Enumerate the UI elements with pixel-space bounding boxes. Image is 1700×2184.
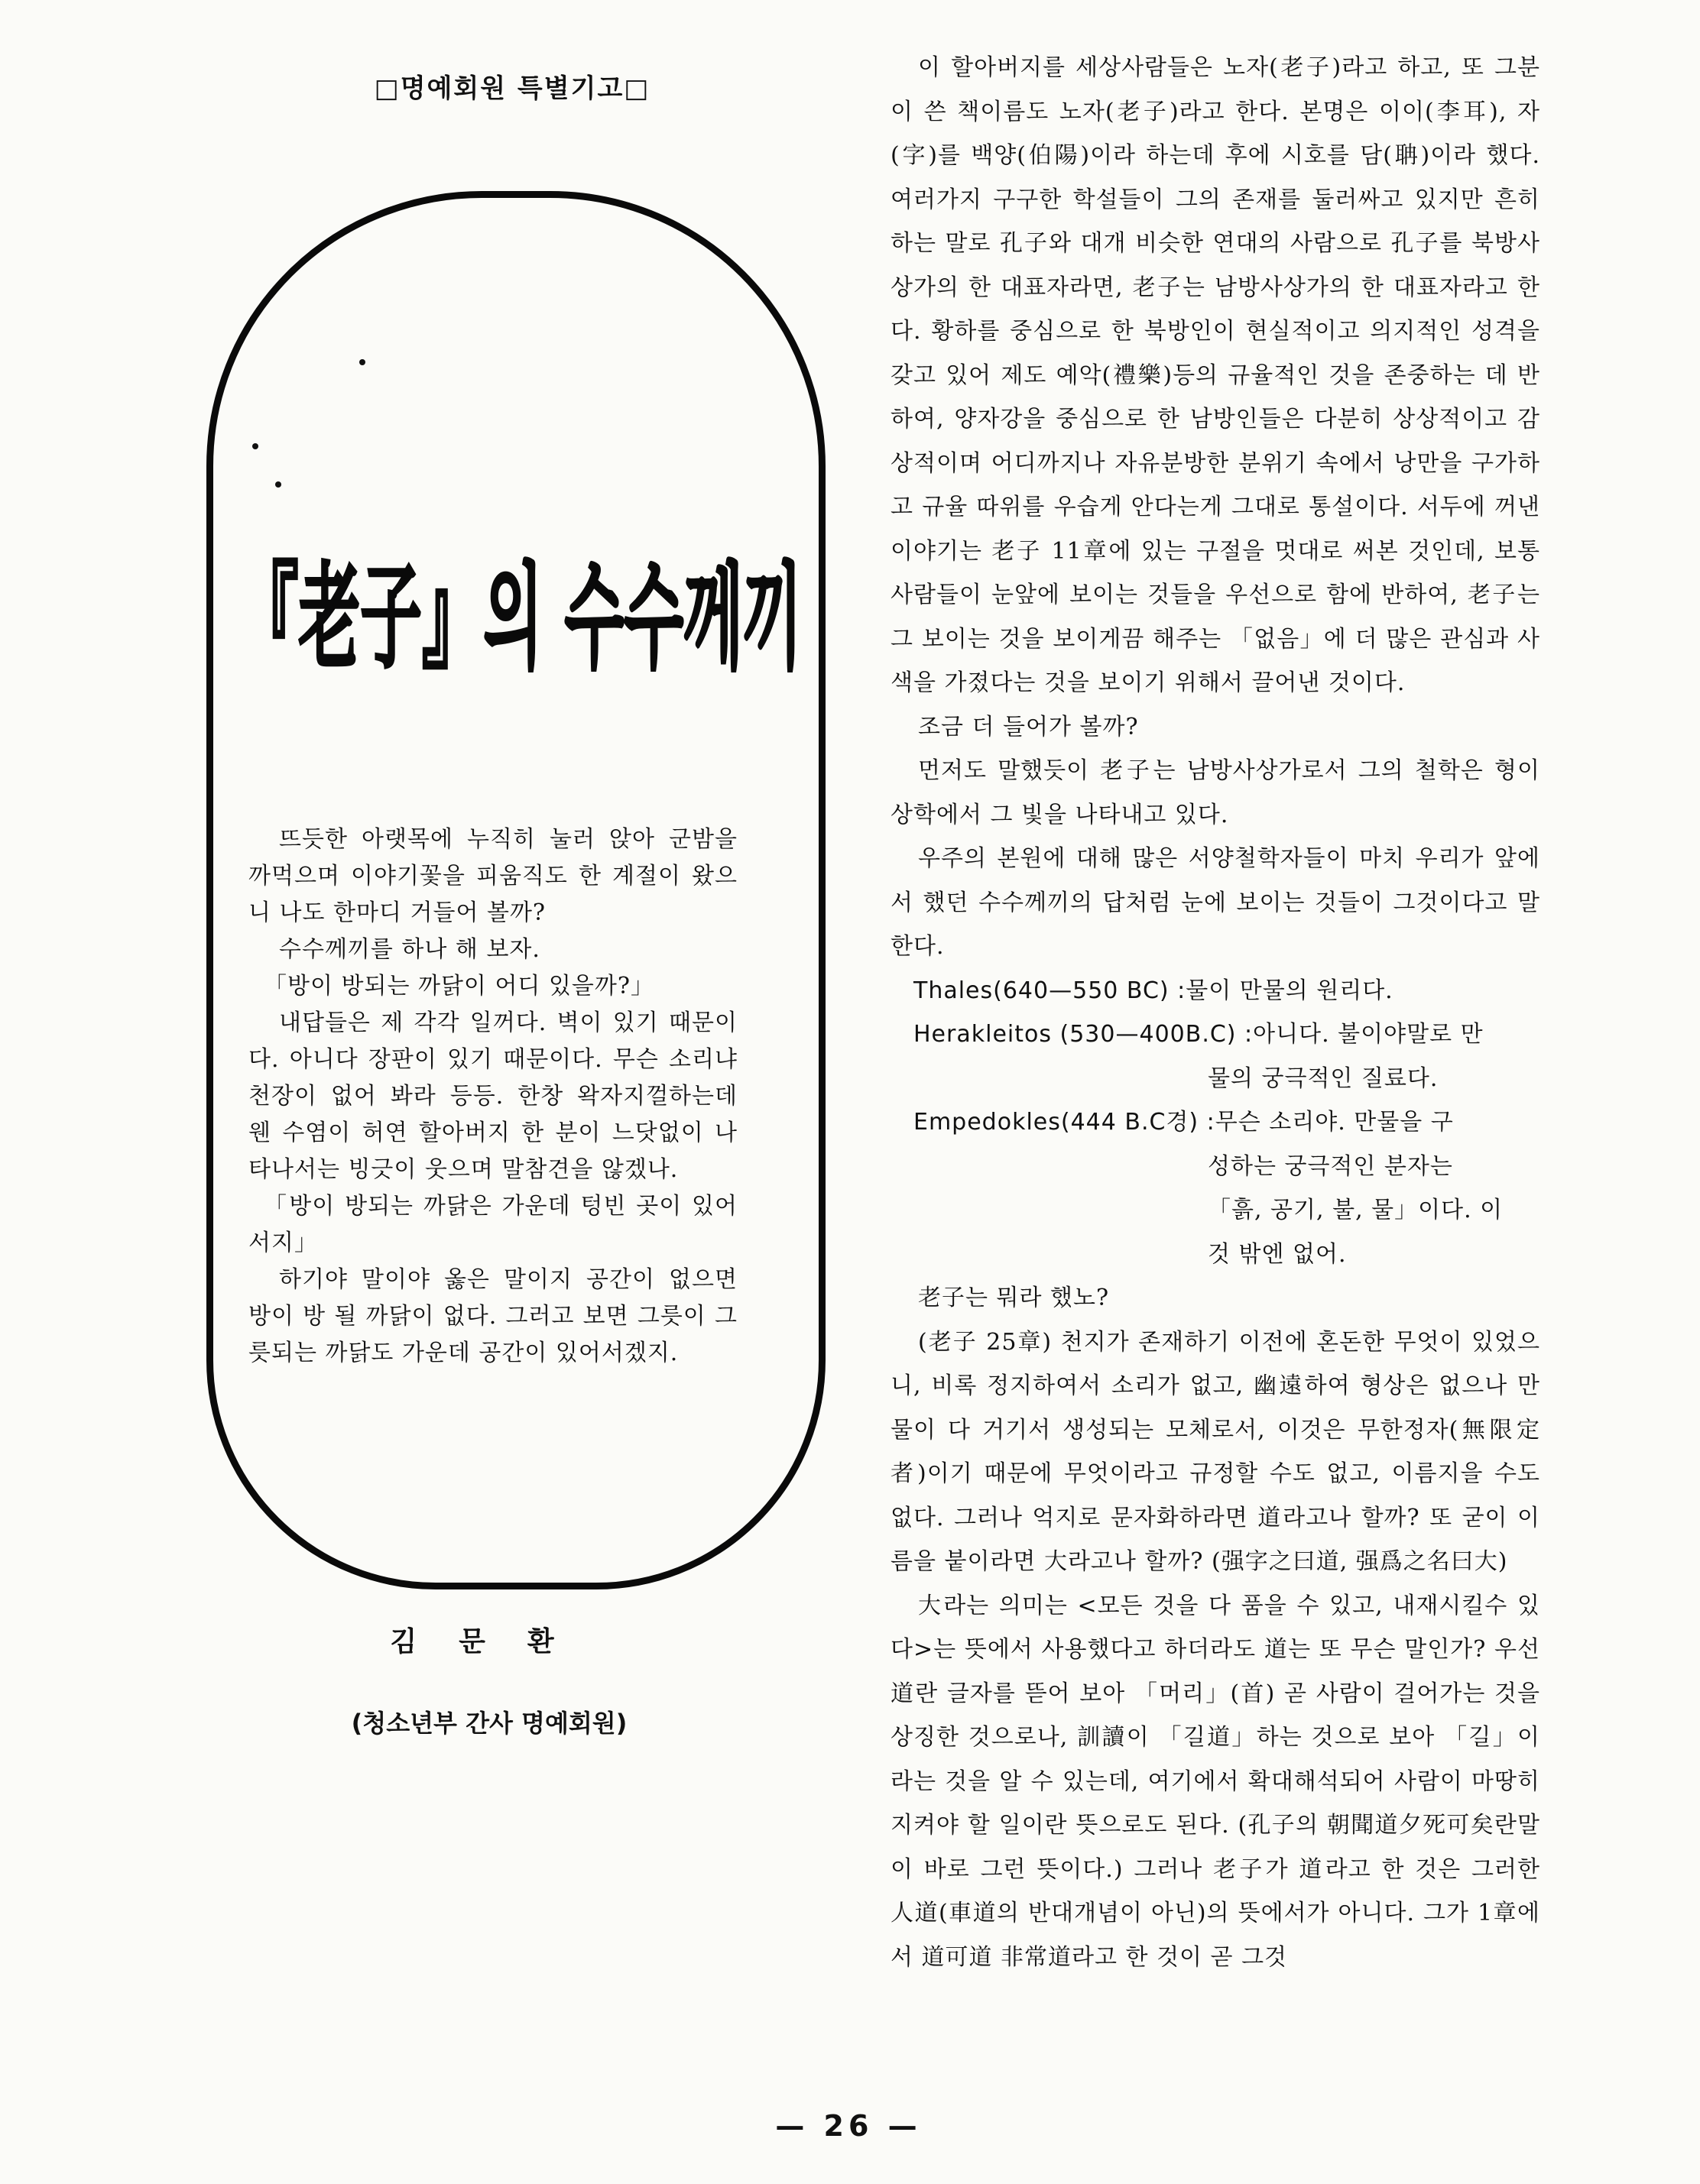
philosopher-list (891, 969, 1540, 1277)
philosopher-row (891, 969, 1540, 1013)
paragraph: 우주의 본원에 대해 많은 서양철학자들이 마치 우리가 앞에서 했던 수수께끼의 답처럼 눈에 보이는 것들이 그것이다고 말한다. (891, 845, 1540, 960)
paragraph: 뜨듯한 아랫목에 누직히 눌러 앉아 군밤을 까먹으며 이야기꽃을 피움직도 한 계절이 왔으니 나도 한마디 거들어 볼까? (248, 826, 738, 926)
author-name: 김문환 (390, 1626, 596, 1657)
section-tag: □명예회원 특별기고□ (374, 73, 650, 104)
philosopher-row (891, 1013, 1540, 1057)
print-speck (359, 359, 365, 365)
left-column-body (248, 821, 738, 1372)
philosopher-claim: 무슨 소리야. 만물을 구 (1215, 1109, 1454, 1136)
paragraph: 「방이 방되는 까닭은 가운데 텅빈 곳이 있어서지」 (248, 1193, 738, 1256)
philosopher-claim: 아니다. 불이야말로 만 (1253, 1021, 1484, 1048)
philosopher-name: Herakleitos (530—400B.C) : (913, 1021, 1254, 1048)
paragraph: 大라는 의미는 <모든 것을 다 품을 수 있고, 내재시킬수 있다>는 뜻에서 사용했다고 하더라도 道는 또 무슨 말인가? 우선 道란 글자를 뜯어 보아 「머리」(首) 곧 사람이 걸어가는 것을 상징한 것으로나, 訓讀이 「길道」하는 것으로 보아 「길」이라는 것을 알 수 있는데, 여기에서 확대해석되어 사람이 마땅히 지켜야 할 일이란 뜻으로도 된다. (孔子의 朝聞道夕死可矣란말이 바로 그런 뜻이다.) 그러나 老子가 道라고 한 것은 그러한 人道(車道의 반대개념이 아닌)의 뜻에서가 아니다. 그가 1章에서 道可道 非常道라고 한 것이 곧 그것 (891, 1592, 1540, 1971)
paragraph: (老子 25章) 천지가 존재하기 이전에 혼돈한 무엇이 있었으니, 비록 정지하여서 소리가 없고, 幽遠하여 형상은 없으나 만물이 다 거기서 생성되는 모체로서, 이것은 무한정자(無限定者)이기 때문에 무엇이라고 규정할 수도 없고, 이름지을 수도 없다. 그러나 억지로 문자화하라면 道라고나 할까? 또 굳이 이름을 붙이라면 大라고나 할까? (强字之曰道, 强爲之名曰大) (891, 1328, 1540, 1575)
philosopher-claim-cont: 것 밖엔 없어. (1208, 1240, 1347, 1268)
paragraph: 이 할아버지를 세상사람들은 노자(老子)라고 하고, 또 그분이 쓴 책이름도 노자(老子)라고 한다. 본명은 이이(李耳), 자(字)를 백양(伯陽)이라 하는데 후에 시호를 담(聃)이라 했다. 여러가지 구구한 학설들이 그의 존재를 둘러싸고 있지만 흔히 하는 말로 孔子와 대개 비슷한 연대의 사람으로 孔子를 북방사상가의 한 대표자라면, 老子는 남방사상가의 한 대표자라고 한다. 황하를 중심으로 한 북방인이 현실적이고 의지적인 성격을 갖고 있어 제도 예악(禮樂)등의 규율적인 것을 존중하는 데 반하여, 양자강을 중심으로 한 남방인들은 다분히 상상적이고 감상적이며 어디까지나 자유분방한 분위기 속에서 낭만을 구가하고 규율 따위를 우습게 안다는게 그대로 통설이다. 서두에 꺼낸 이야기는 老子 11章에 있는 구절을 멋대로 써본 것인데, 보통 사람들이 눈앞에 보이는 것들을 우선으로 함에 반하여, 老子는 그 보이는 것을 보이게끔 해주는 「없음」에 더 많은 관심과 사색을 가졌다는 것을 보이기 위해서 끌어낸 것이다. (891, 54, 1540, 696)
paragraph: 수수께끼를 하나 해 보자. (279, 936, 540, 963)
title-lettering (229, 497, 826, 695)
philosopher-claim-cont: 「흙, 공기, 불, 물」이다. 이 (1208, 1197, 1504, 1223)
page-number: — 26 — (775, 2109, 922, 2143)
paragraph: 「방이 방되는 까닭이 어디 있을까?」 (264, 973, 654, 1000)
philosopher-name: Thales(640—550 BC) : (913, 977, 1186, 1004)
print-speck (275, 481, 281, 488)
philosopher-name: Empedokles(444 B.C경) : (913, 1109, 1215, 1136)
paragraph: 먼저도 말했듯이 老子는 남방사상가로서 그의 철학은 형이상학에서 그 빛을 나타내고 있다. (891, 757, 1540, 828)
paragraph: 老子는 뭐라 했노? (918, 1285, 1110, 1311)
article-title (229, 497, 826, 695)
paragraph: 하기야 말이야 옳은 말이지 공간이 없으면 방이 방 될 까닭이 없다. 그러고 보면 그릇이 그릇되는 까닭도 가운데 공간이 있어서겠지. (248, 1266, 738, 1366)
philosopher-claim: 물이 만물의 원리다. (1186, 977, 1393, 1004)
print-speck (252, 443, 258, 449)
title-text: 『老子』의 수수께끼 (237, 550, 803, 685)
right-column-body (891, 46, 1540, 1979)
paragraph: 조금 더 들어가 볼까? (918, 713, 1139, 740)
author-affiliation: (청소년부 간사 명예회원) (351, 1709, 628, 1738)
philosopher-claim-cont: 물의 궁극적인 질료다. (1208, 1064, 1439, 1092)
philosopher-claim-cont: 성하는 궁극적인 분자는 (1208, 1152, 1453, 1180)
paragraph: 내답들은 제 각각 일꺼다. 벽이 있기 때문이다. 아니다 장판이 있기 때문이다. 무슨 소리냐 천장이 없어 봐라 등등. 한창 왁자지껄하는데 웬 수염이 허연 할아버지 한 분이 느닷없이 나타나서는 빙긋이 웃으며 말참견을 않겠나. (248, 1009, 738, 1183)
philosopher-row (891, 1100, 1540, 1145)
